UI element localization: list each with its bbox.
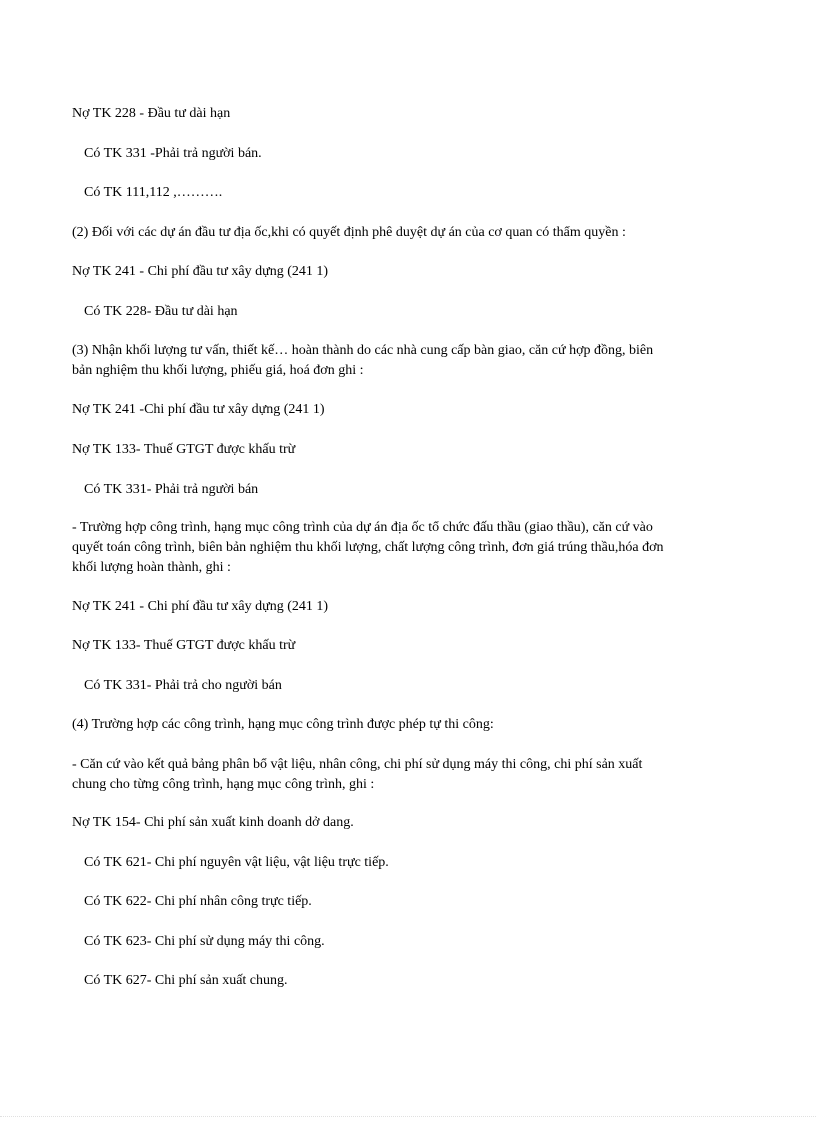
entry-credit-623: Có TK 623- Chi phí sử dụng máy thi công. xyxy=(84,934,325,949)
entry-credit-331: Có TK 331- Phải trả cho người bán xyxy=(84,678,282,693)
entry-debit-241: Nợ TK 241 - Chi phí đầu tư xây dựng (241 1) xyxy=(72,599,329,614)
paragraph-line: (3) Nhận khối lượng tư vấn, thiết kế… hoàn thành do các nhà cung cấp bàn giao, căn cứ hợp đồng, biên xyxy=(72,343,654,358)
paragraph-line: - Trường hợp công trình, hạng mục công trình của dự án địa ốc tổ chức đấu thầu (giao thầu), căn cứ vào xyxy=(72,520,653,535)
section-2-heading: (2) Đối với các dự án đầu tư địa ốc,khi có quyết định phê duyệt dự án của cơ quan có thẩm quyền : xyxy=(72,225,626,240)
entry-credit-111-112: Có TK 111,112 ,………. xyxy=(84,185,223,200)
entry-credit-627: Có TK 627- Chi phí sản xuất chung. xyxy=(84,973,288,988)
section-4-heading: (4) Trường hợp các công trình, hạng mục công trình được phép tự thi công: xyxy=(72,717,494,732)
entry-credit-331: Có TK 331 -Phải trả người bán. xyxy=(84,146,262,161)
entry-debit-228: Nợ TK 228 - Đầu tư dài hạn xyxy=(72,106,231,121)
paragraph-line: - Căn cứ vào kết quả bảng phân bổ vật liệu, nhân công, chi phí sử dụng máy thi công, chi phí sản xuất xyxy=(72,757,643,772)
allocation-paragraph xyxy=(72,755,752,795)
entry-credit-228: Có TK 228- Đầu tư dài hạn xyxy=(84,304,238,319)
paragraph-line: quyết toán công trình, biên bản nghiệm thu khối lượng, chất lượng công trình, đơn giá trúng thầu,hóa đơn xyxy=(72,540,664,555)
entry-debit-241: Nợ TK 241 - Chi phí đầu tư xây dựng (241 1) xyxy=(72,264,329,279)
entry-credit-331: Có TK 331- Phải trả người bán xyxy=(84,482,259,497)
page-bottom-divider xyxy=(0,1116,816,1117)
entry-debit-241: Nợ TK 241 -Chi phí đầu tư xây dựng (241 1) xyxy=(72,402,325,417)
entry-credit-621: Có TK 621- Chi phí nguyên vật liệu, vật liệu trực tiếp. xyxy=(84,855,389,870)
paragraph-line: khối lượng hoàn thành, ghi : xyxy=(72,560,231,575)
entry-credit-622: Có TK 622- Chi phí nhân công trực tiếp. xyxy=(84,894,312,909)
paragraph-line: bản nghiệm thu khối lượng, phiếu giá, hoá đơn ghi : xyxy=(72,363,364,378)
entry-debit-133: Nợ TK 133- Thuế GTGT được khấu trừ xyxy=(72,442,296,457)
bidding-paragraph xyxy=(72,518,752,578)
section-3-paragraph xyxy=(72,341,752,381)
paragraph-line: chung cho từng công trình, hạng mục công trình, ghi : xyxy=(72,777,375,792)
entry-debit-133: Nợ TK 133- Thuế GTGT được khấu trừ xyxy=(72,638,296,653)
entry-debit-154: Nợ TK 154- Chi phí sản xuất kinh doanh dở dang. xyxy=(72,815,354,830)
